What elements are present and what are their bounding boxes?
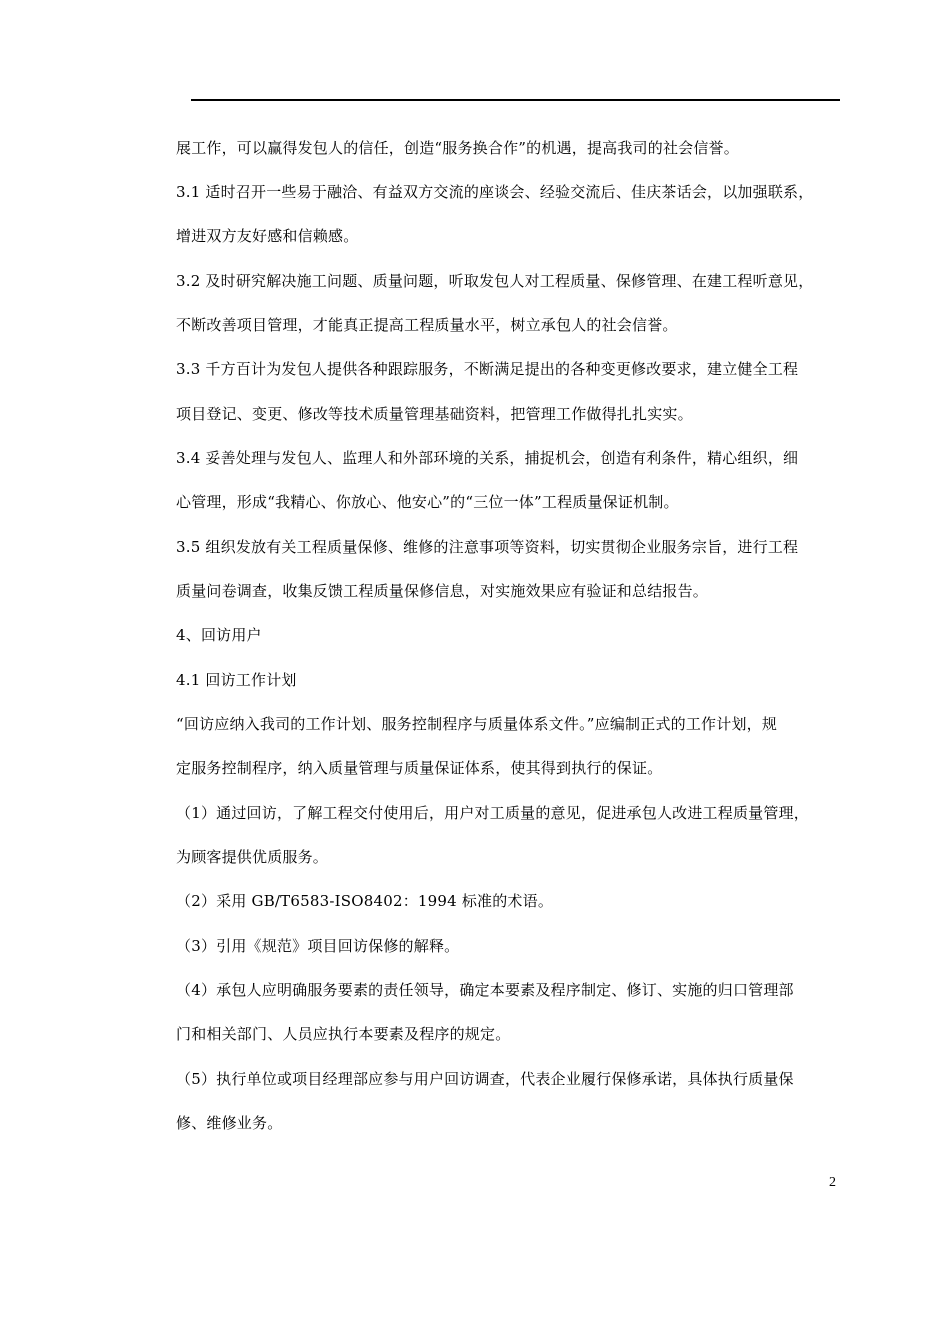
- page-number: 2: [829, 1175, 836, 1190]
- body-line: （2）采用 GB/T6583-ISO8402：1994 标准的术语。: [176, 892, 554, 910]
- body-line: 不断改善项目管理，才能真正提高工程质量水平，树立承包人的社会信誉。: [176, 316, 678, 334]
- body-line: 门和相关部门、人员应执行本要素及程序的规定。: [176, 1025, 511, 1043]
- body-line: 3.3 千方百计为发包人提供各种跟踪服务，不断满足提出的各种变更修改要求，建立健全工程: [176, 360, 799, 378]
- body-line: 展工作，可以赢得发包人的信任，创造“服务换合作”的机遇，提高我司的社会信誉。: [176, 139, 739, 157]
- body-line: 为顾客提供优质服务。: [176, 848, 329, 866]
- body-line: （1）通过回访，了解工程交付使用后，用户对工质量的意见，促进承包人改进工程质量管理，: [176, 804, 809, 822]
- body-line: 心管理，形成“我精心、你放心、他安心”的“三位一体”工程质量保证机制。: [176, 493, 679, 511]
- section-heading: 4、回访用户: [176, 626, 262, 644]
- body-line: 3.1 适时召开一些易于融洽、有益双方交流的座谈会、经验交流后、佳庆茶话会，以加强联系，: [176, 183, 814, 201]
- body-line: （4）承包人应明确服务要素的责任领导，确定本要素及程序制定、修订、实施的归口管理部: [176, 981, 794, 999]
- header-rule: [191, 99, 840, 101]
- body-line: 项目登记、变更、修改等技术质量管理基础资料，把管理工作做得扎扎实实。: [176, 405, 693, 423]
- subsection-heading: 4.1 回访工作计划: [176, 671, 297, 689]
- body-line: 3.5 组织发放有关工程质量保修、维修的注意事项等资料，切实贯彻企业服务宗旨，进行工程: [176, 538, 799, 556]
- body-line: “回访应纳入我司的工作计划、服务控制程序与质量体系文件。”应编制正式的工作计划，规: [176, 715, 778, 733]
- body-line: 修、维修业务。: [176, 1114, 283, 1132]
- body-line: （5）执行单位或项目经理部应参与用户回访调查，代表企业履行保修承诺，具体执行质量保: [176, 1070, 794, 1088]
- body-line: 3.4 妥善处理与发包人、监理人和外部环境的关系，捕捉机会，创造有利条件，精心组织，细: [176, 449, 799, 467]
- body-line: 增进双方友好感和信赖感。: [176, 227, 359, 245]
- body-line: 3.2 及时研究解决施工问题、质量问题，听取发包人对工程质量、保修管理、在建工程听意见，: [176, 272, 814, 290]
- body-line: 定服务控制程序，纳入质量管理与质量保证体系，使其得到执行的保证。: [176, 759, 663, 777]
- body-line: （3）引用《规范》项目回访保修的解释。: [176, 937, 460, 955]
- body-line: 质量问卷调查，收集反馈工程质量保修信息，对实施效果应有验证和总结报告。: [176, 582, 709, 600]
